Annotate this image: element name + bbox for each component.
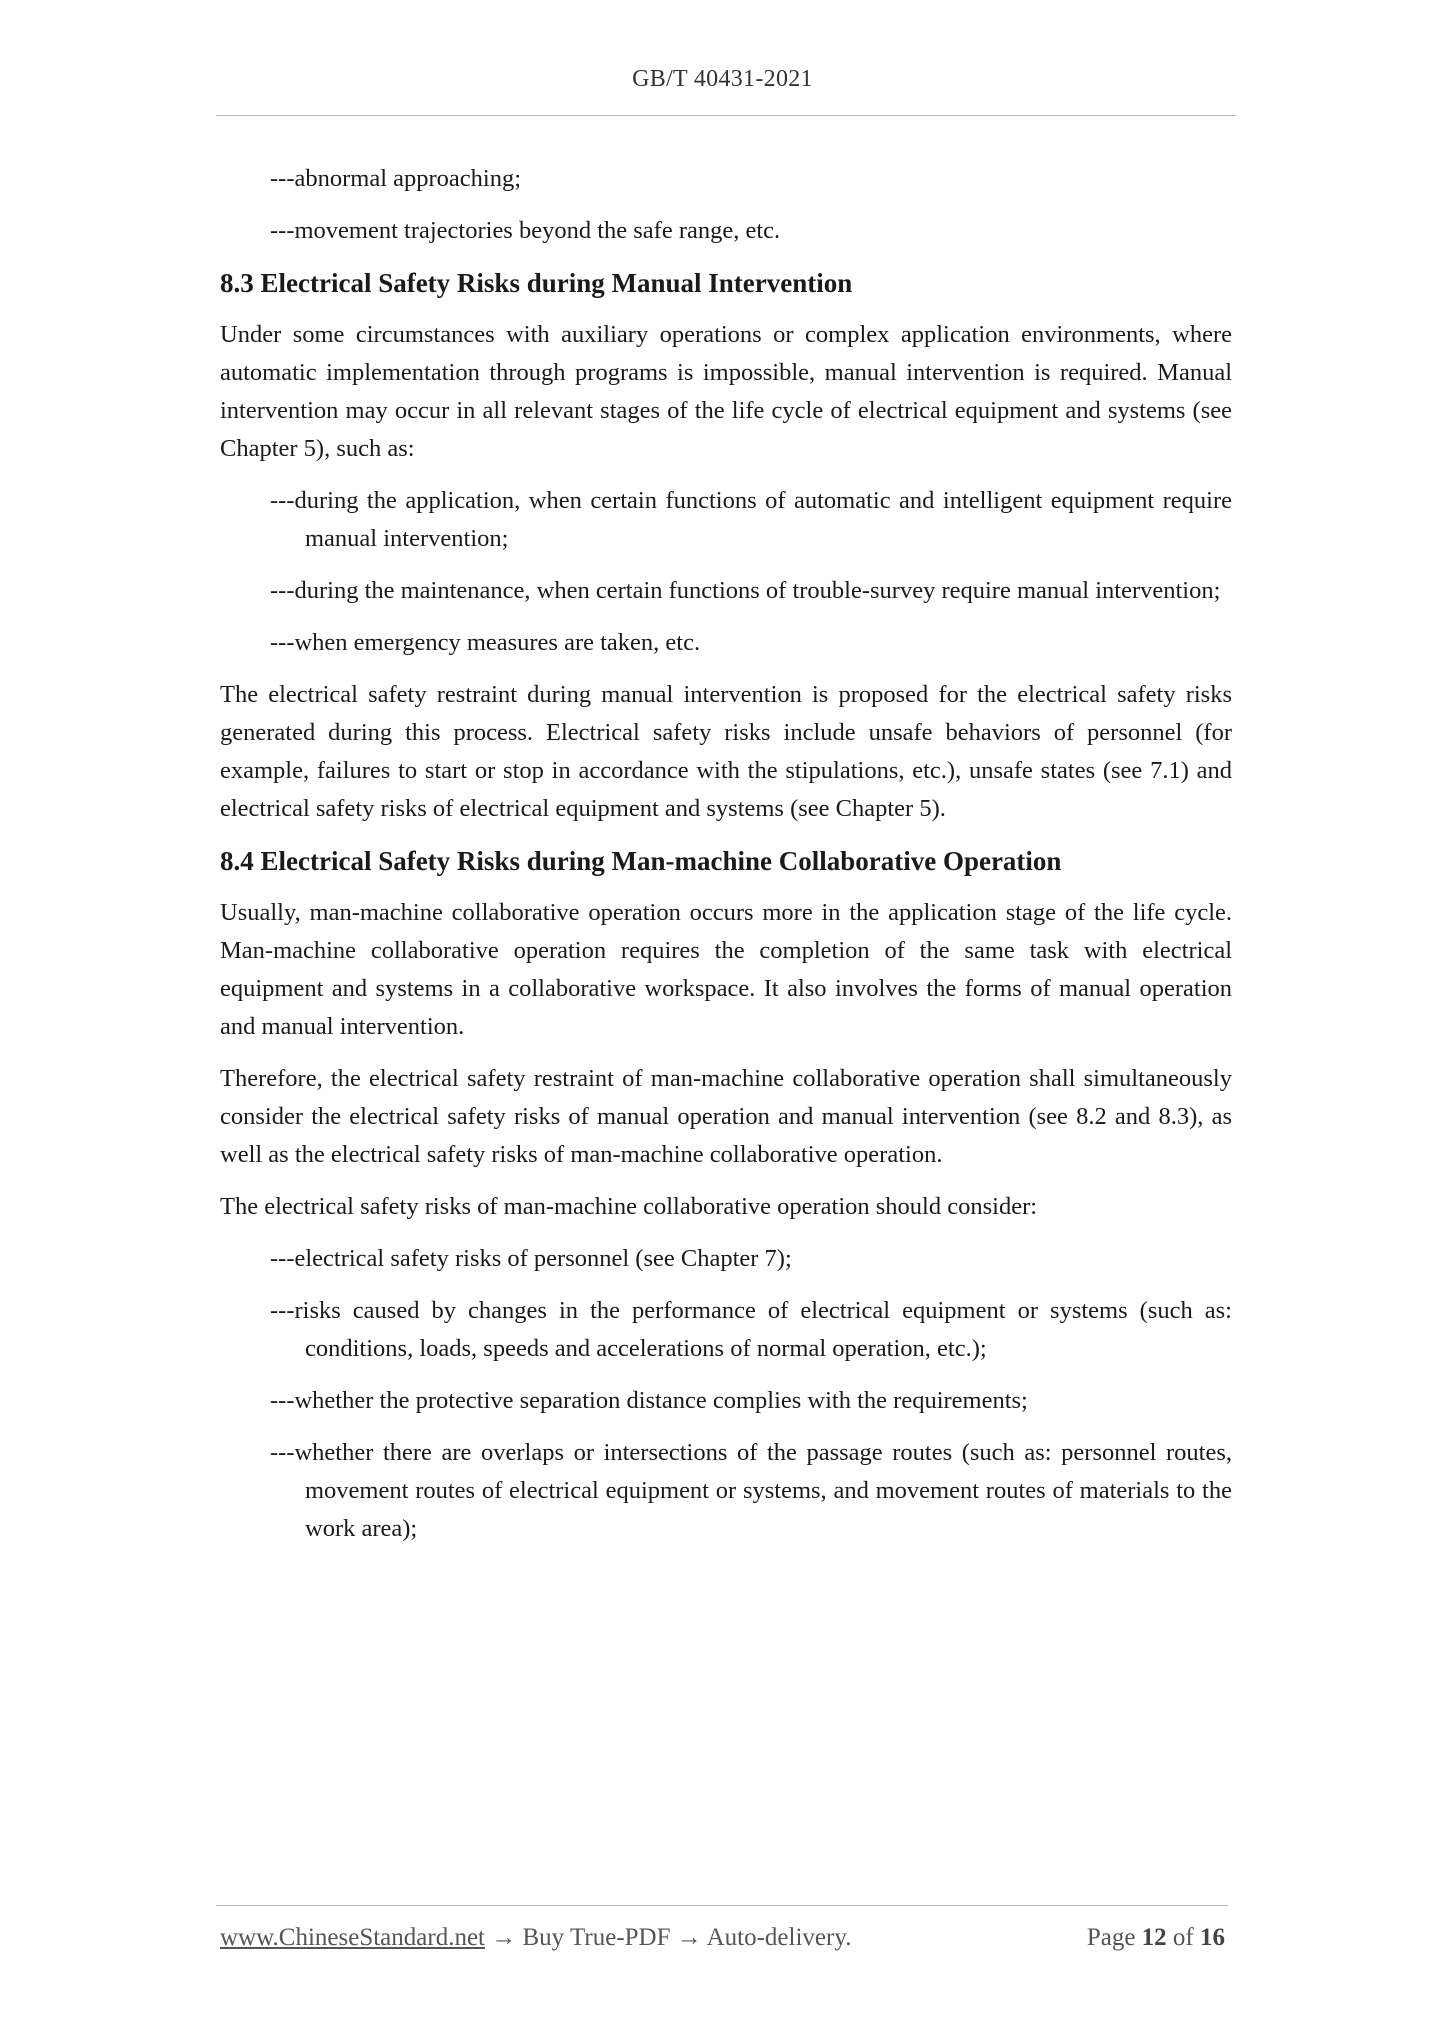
header-divider — [216, 115, 1236, 116]
list-item: ---movement trajectories beyond the safe range, etc. — [270, 217, 781, 244]
footer-divider — [216, 1905, 1228, 1906]
document-number-header: GB/T 40431-2021 — [632, 66, 813, 92]
buy-pdf-text: Buy True-PDF — [522, 1924, 671, 1951]
list-item: ---during the maintenance, when certain functions of trouble-survey require manual intervention; — [270, 577, 1221, 604]
list-item: ---whether the protective separation distance complies with the requirements; — [270, 1387, 1028, 1414]
page-indicator — [1087, 1924, 1225, 1952]
page-label: Page — [1086, 1924, 1136, 1951]
section-heading-8-3: 8.3 Electrical Safety Risks during Manual Intervention — [220, 268, 853, 298]
auto-delivery-text: Auto-delivery. — [706, 1924, 852, 1951]
page-body — [220, 160, 1232, 1548]
of-label: of — [1172, 1924, 1194, 1951]
footer-promo — [220, 1924, 851, 1952]
list-item: ---abnormal approaching; — [270, 165, 522, 192]
list-item: ---during the application, when certain functions of automatic and intelligent equipment require manual intervention; — [270, 487, 1232, 552]
list-item: ---electrical safety risks of personnel (see Chapter 7); — [270, 1245, 792, 1272]
site-link[interactable]: www.ChineseStandard.net — [220, 1924, 485, 1951]
arrow-right-icon: → — [491, 1924, 517, 1951]
list-item: ---risks caused by changes in the performance of electrical equipment or systems (such as: conditions, loads, speeds and accelerations of normal operation, etc.); — [270, 1297, 1232, 1362]
paragraph: The electrical safety restraint during manual intervention is proposed for the electrical safety risks generated during this process. Electrical safety risks include unsafe behaviors of personnel (for example, failures to start or stop in accordance with the stipulations, etc.), unsafe states (see 7.1) and electrical safety risks of electrical equipment and systems (see Chapter 5). — [220, 681, 1232, 822]
paragraph: Under some circumstances with auxiliary operations or complex application environments, where automatic implementation through programs is impossible, manual intervention is required. Manual intervention may occur in all relevant stages of the life cycle of electrical equipment and systems (see Chapter 5), such as: — [220, 321, 1232, 462]
paragraph: The electrical safety risks of man-machine collaborative operation should consider: — [220, 1193, 1038, 1220]
list-item: ---when emergency measures are taken, etc. — [270, 629, 701, 656]
arrow-right-icon: → — [676, 1924, 702, 1951]
current-page-number: 12 — [1141, 1924, 1167, 1951]
paragraph: Therefore, the electrical safety restraint of man-machine collaborative operation shall simultaneously consider the electrical safety risks of manual operation and manual intervention (see 8.2 and 8.3), as well as the electrical safety risks of man-machine collaborative operation. — [220, 1065, 1232, 1168]
section-heading-8-4: 8.4 Electrical Safety Risks during Man-machine Collaborative Operation — [220, 846, 1062, 876]
total-page-number: 16 — [1200, 1924, 1225, 1951]
list-item: ---whether there are overlaps or intersections of the passage routes (such as: personnel routes, movement routes of electrical equipment or systems, and movement routes of materials to the work area); — [270, 1439, 1232, 1542]
paragraph: Usually, man-machine collaborative operation occurs more in the application stage of the life cycle. Man-machine collaborative operation requires the completion of the same task with electrical equipment and systems in a collaborative workspace. It also involves the forms of manual operation and manual intervention. — [220, 899, 1232, 1040]
